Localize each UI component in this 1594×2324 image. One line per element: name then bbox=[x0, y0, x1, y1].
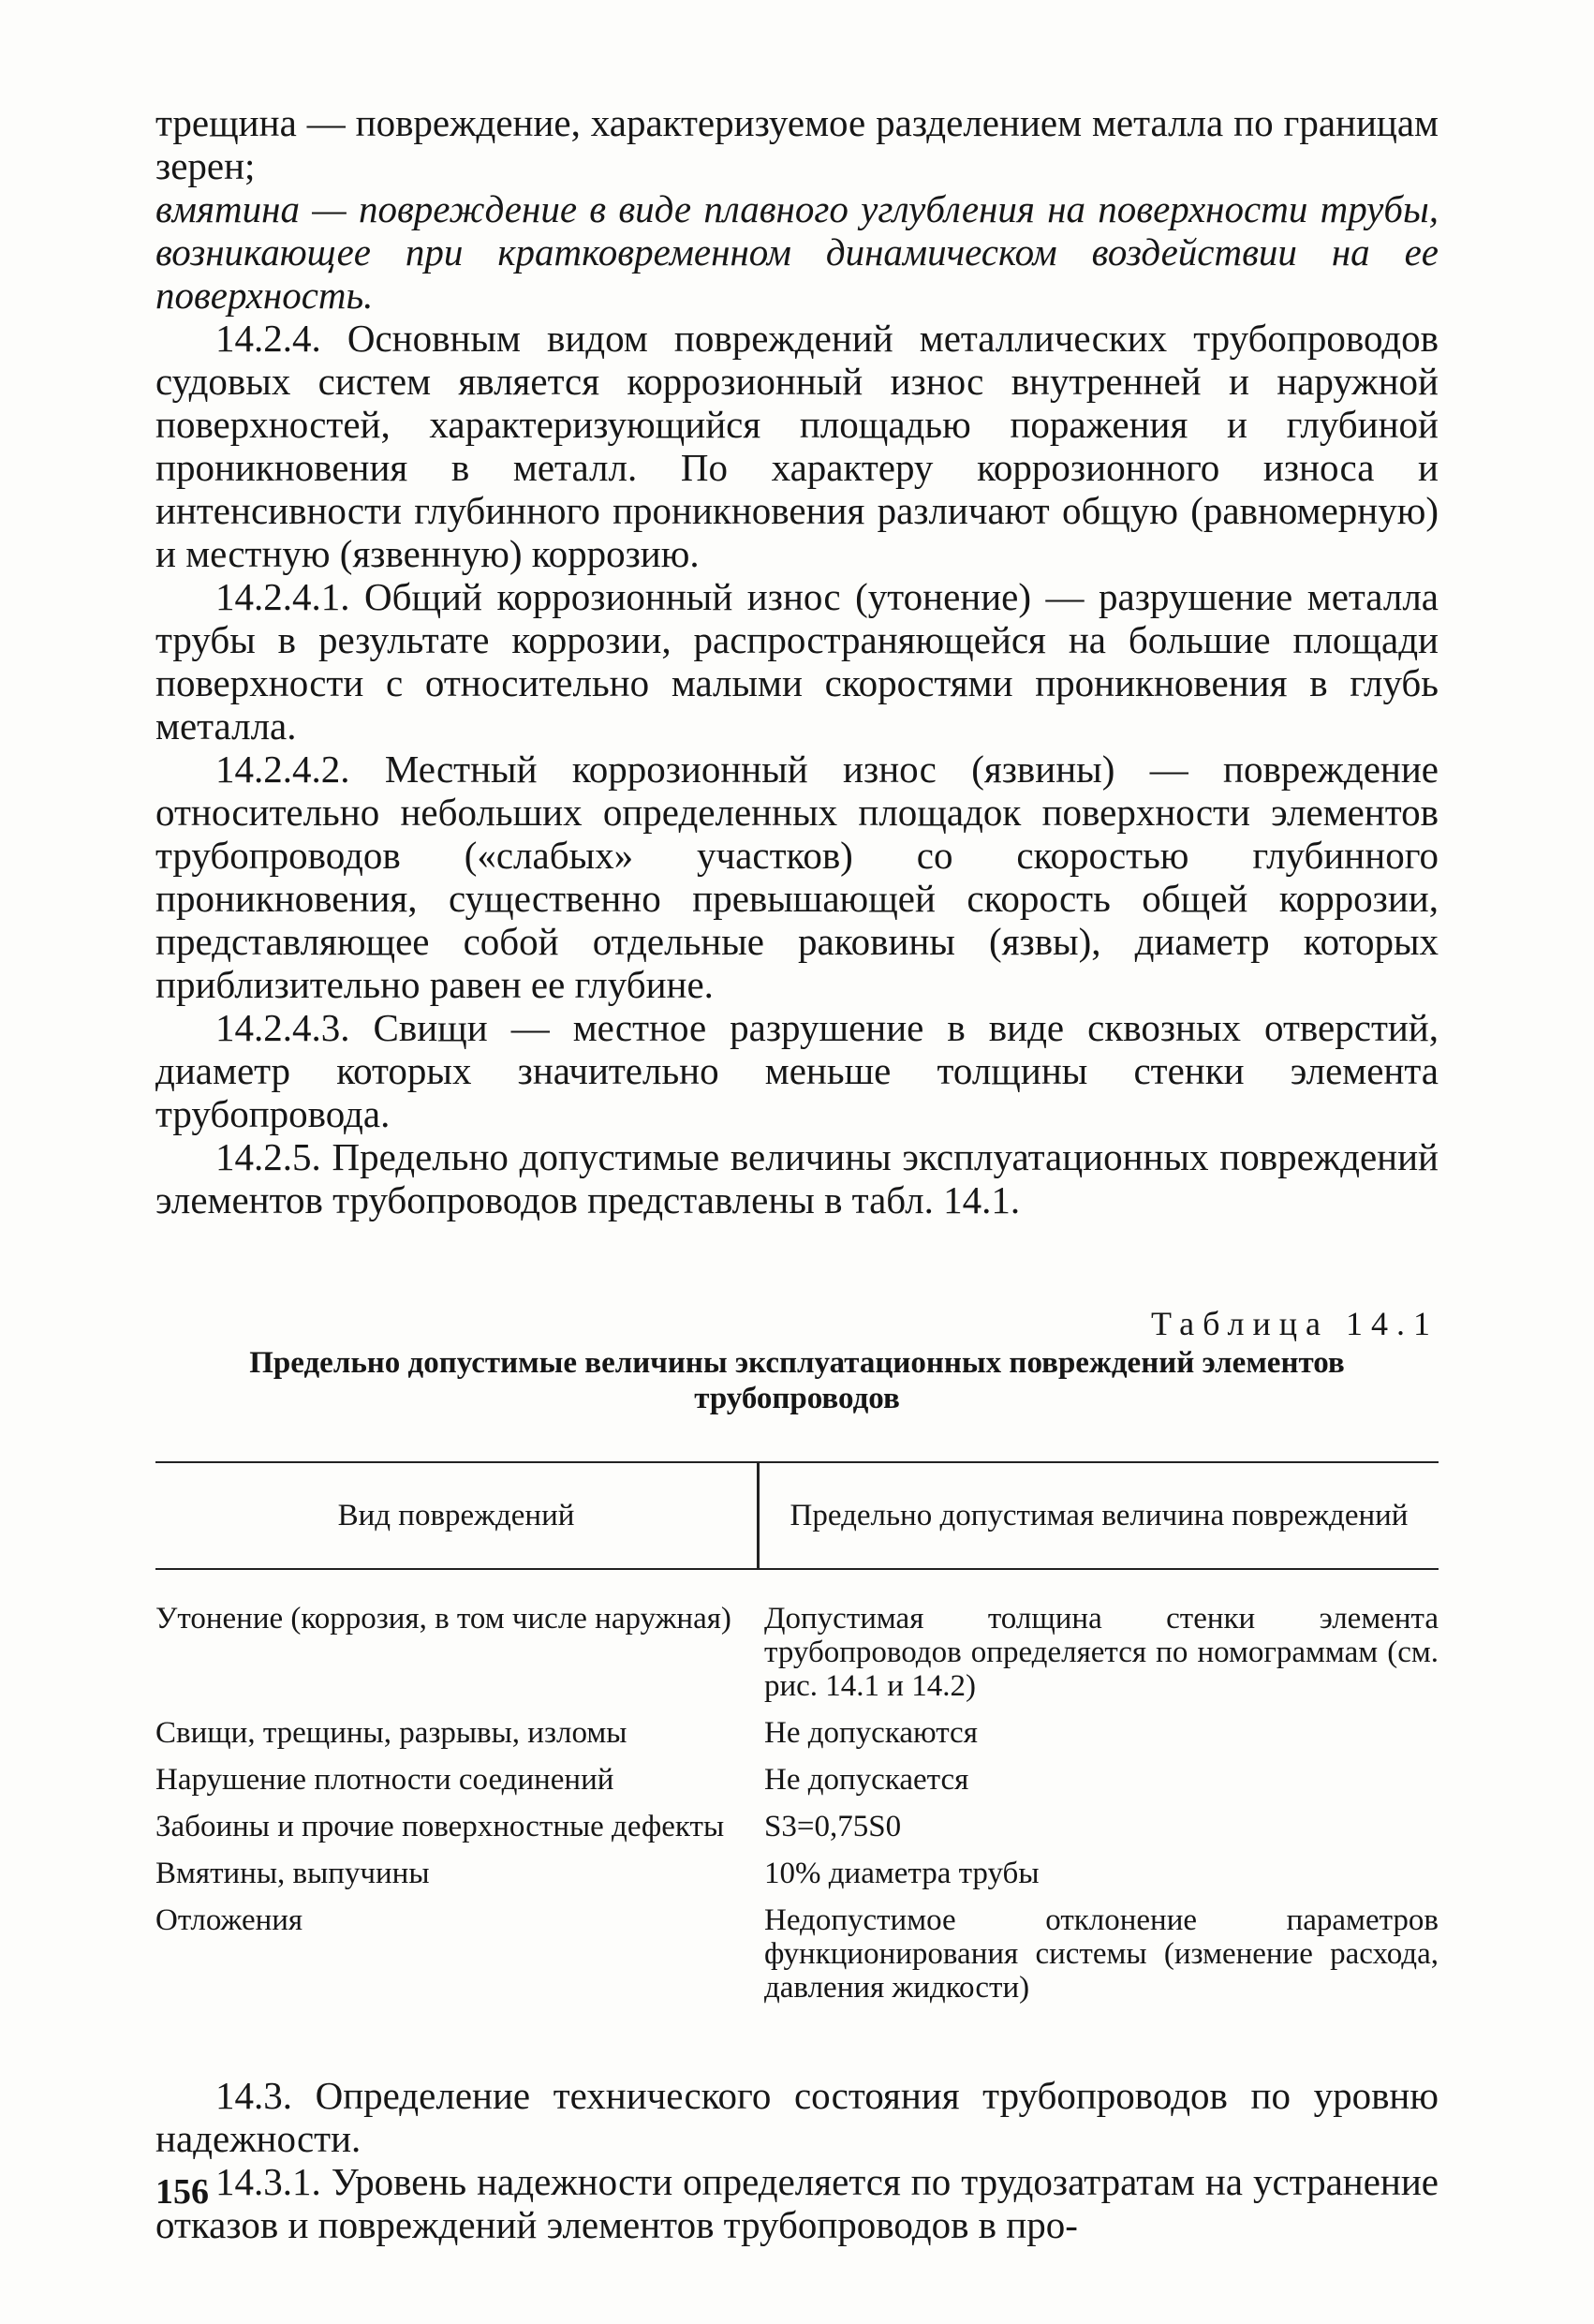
table-header bbox=[155, 1461, 1439, 1570]
row-limit-value: Допустимая толщина стенки элемента трубопроводов определяется по номограммам (см. рис. 14.1 и 14.2) bbox=[764, 1602, 1439, 1703]
row-limit-value: Недопустимое отклонение параметров функционирования системы (изменение расхода, давления жидкости) bbox=[764, 1903, 1439, 2005]
table-row bbox=[155, 1602, 1439, 1703]
paragraph-14-2-4-1: 14.2.4.1. Общий коррозионный износ (утонение) — разрушение металла трубы в результате коррозии, распространяющейся на большие площади поверхности с относительно малыми скоростями проникновения в глубь металла. bbox=[155, 575, 1439, 748]
row-damage-type: Отложения bbox=[155, 1903, 303, 1937]
header-limit-value: Предельно допустимая величина повреждений bbox=[757, 1463, 1439, 1568]
table-row bbox=[155, 1903, 1439, 2005]
row-limit-value: 10% диаметра трубы bbox=[764, 1857, 1040, 1890]
table-title: Предельно допустимые величины эксплуатационных повреждений элементов трубопроводов bbox=[249, 1346, 1345, 1415]
row-damage-type: Вмятины, выпучины bbox=[155, 1857, 430, 1890]
row-damage-type: Утонение (коррозия, в том числе наружная) bbox=[155, 1602, 731, 1636]
paragraph-14-2-4-3: 14.2.4.3. Свищи — местное разрушение в виде сквозных отверстий, диаметр которых значительно меньше толщины стенки элемента трубопровода. bbox=[155, 1006, 1439, 1135]
paragraph-14-2-4: 14.2.4. Основным видом повреждений металлических трубопроводов судовых систем является коррозионный износ внутренней и наружной поверхностей, характеризующийся площадью поражения и глубиной проникновения в металл. По характеру коррозионного износа и интенсивности глубинного проникновения различают общую (равномерную) и местную (язвенную) коррозию. bbox=[155, 317, 1439, 575]
row-limit-value: S3=0,75S0 bbox=[764, 1810, 902, 1843]
paragraph-14-2-5: 14.2.5. Предельно допустимые величины эксплуатационных повреждений элементов трубопроводов представлены в табл. 14.1. bbox=[155, 1135, 1439, 1221]
table-row bbox=[155, 1857, 1439, 1890]
row-damage-type: Свищи, трещины, разрывы, изломы bbox=[155, 1716, 627, 1750]
paragraph-treshchina: трещина — повреждение, характеризуемое разделением металла по границам зерен; bbox=[155, 101, 1439, 187]
table-body bbox=[155, 1602, 1439, 2005]
page-number: 156 bbox=[155, 2172, 209, 2212]
row-damage-type: Нарушение плотности соединений bbox=[155, 1763, 614, 1797]
table-row bbox=[155, 1810, 1439, 1843]
row-limit-value: Не допускаются bbox=[764, 1716, 978, 1750]
table-row bbox=[155, 1763, 1439, 1797]
table-caption: Таблица 14.1 bbox=[1151, 1305, 1439, 1342]
table-row bbox=[155, 1716, 1439, 1750]
paragraph-14-3-1: 14.3.1. Уровень надежности определяется по трудозатратам на устранение отказов и повреждений элементов трубопроводов в про- bbox=[155, 2160, 1439, 2246]
paragraph-14-3: 14.3. Определение технического состояния трубопроводов по уровню надежности. bbox=[155, 2074, 1439, 2160]
paragraph-14-2-4-2: 14.2.4.2. Местный коррозионный износ (язвины) — повреждение относительно небольших определенных площадок поверхности элементов трубопроводов («слабых» участков) со скоростью глубинного проникновения, существенно превышающей скорость общей коррозии, представляющее собой отдельные раковины (язвы), диаметр которых приблизительно равен ее глубине. bbox=[155, 748, 1439, 1006]
row-limit-value: Не допускается bbox=[764, 1763, 969, 1797]
paragraph-vmyatina: вмятина — повреждение в виде плавного углубления на поверхности трубы, возникающее при кратковременном динамическом воздействии на ее поверхность. bbox=[155, 187, 1439, 317]
damage-limits-table bbox=[155, 1461, 1439, 2005]
row-damage-type: Забоины и прочие поверхностные дефекты bbox=[155, 1810, 725, 1843]
header-damage-type: Вид повреждений bbox=[337, 1499, 575, 1532]
